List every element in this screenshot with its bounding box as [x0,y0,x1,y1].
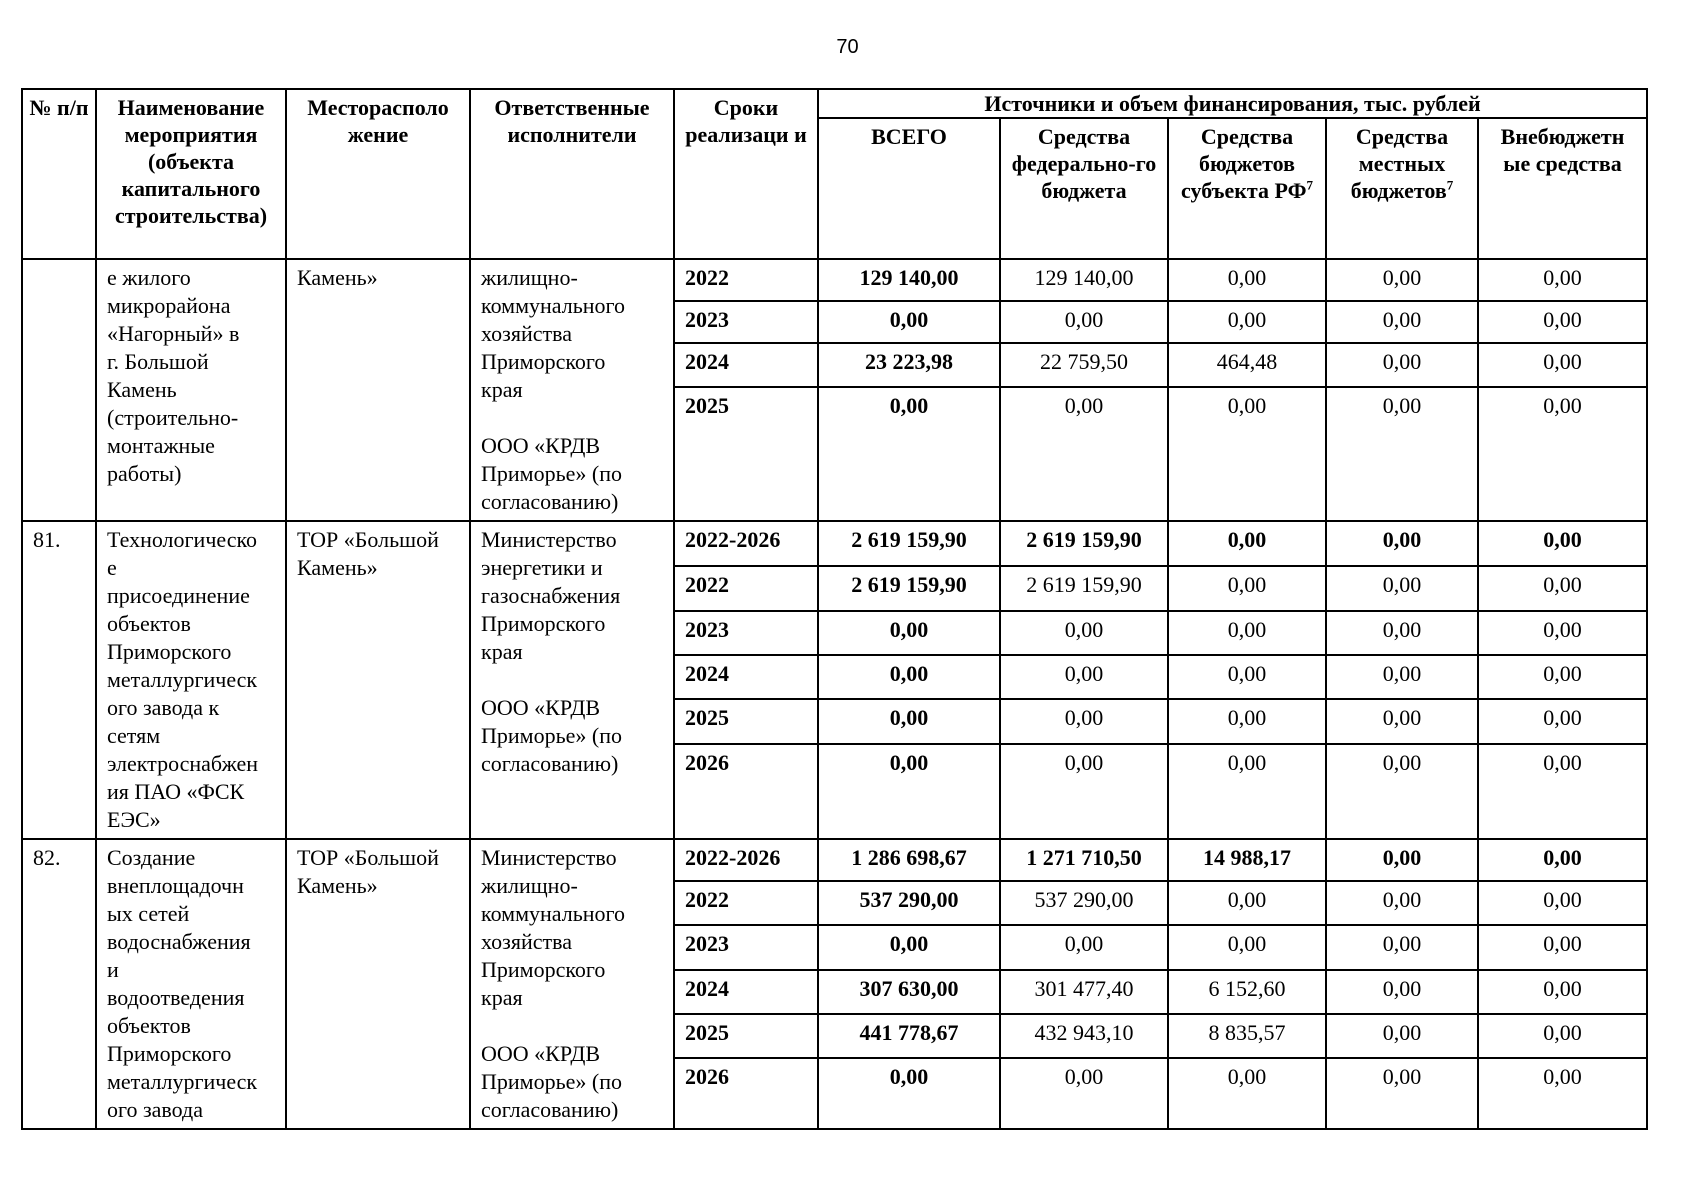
offbudget-cell: 0,00 [1478,839,1647,881]
federal-cell: 432 943,10 [1000,1014,1168,1058]
local-cell: 0,00 [1326,301,1478,343]
local-cell: 0,00 [1326,881,1478,925]
offbudget-cell: 0,00 [1478,970,1647,1014]
local-cell: 0,00 [1326,259,1478,301]
location-cell: ТОР «Большой Камень» [286,521,470,839]
year-cell: 2022 [674,566,818,610]
subject-cell: 0,00 [1168,259,1326,301]
subject-cell: 0,00 [1168,1058,1326,1129]
federal-cell: 0,00 [1000,387,1168,521]
executors-cell: Министерство жилищно- коммунального хозяйства Приморского края ООО «КРДВ Приморье» (по согласованию) [470,839,674,1129]
year-cell: 2023 [674,611,818,655]
subject-cell: 0,00 [1168,611,1326,655]
local-cell: 0,00 [1326,925,1478,969]
header-name: Наименование мероприятия (объекта капитального строительства) [96,89,286,259]
total-cell: 537 290,00 [818,881,1000,925]
total-cell: 0,00 [818,655,1000,699]
offbudget-cell: 0,00 [1478,655,1647,699]
local-cell: 0,00 [1326,521,1478,566]
year-cell: 2024 [674,343,818,387]
executors-cell: Министерство энергетики и газоснабжения Приморского края ООО «КРДВ Приморье» (по согласованию) [470,521,674,839]
local-cell: 0,00 [1326,839,1478,881]
table-row [22,259,1647,301]
page-number: 70 [836,36,859,58]
federal-cell: 0,00 [1000,1058,1168,1129]
year-cell: 2025 [674,699,818,743]
year-cell: 2022 [674,881,818,925]
name-cell: е жилого микрорайона «Нагорный» в г. Большой Камень (строительно- монтажные работы) [96,259,286,521]
table-row [22,839,1647,881]
federal-cell: 0,00 [1000,699,1168,743]
federal-cell: 0,00 [1000,611,1168,655]
header-federal: Средства федерально-го бюджета [1000,118,1168,259]
federal-cell: 2 619 159,90 [1000,566,1168,610]
header-offbudget: Внебюджетн ые средства [1478,118,1647,259]
offbudget-cell: 0,00 [1478,1058,1647,1129]
local-cell: 0,00 [1326,1058,1478,1129]
federal-cell: 2 619 159,90 [1000,521,1168,566]
total-cell: 2 619 159,90 [818,566,1000,610]
subject-cell: 0,00 [1168,655,1326,699]
local-cell: 0,00 [1326,387,1478,521]
total-cell: 0,00 [818,1058,1000,1129]
offbudget-cell: 0,00 [1478,925,1647,969]
subject-cell: 464,48 [1168,343,1326,387]
header-subject: Средства бюджетов субъекта $РФ^7$ [1168,118,1326,259]
subject-cell: 6 152,60 [1168,970,1326,1014]
year-cell: 2023 [674,301,818,343]
year-cell: 2024 [674,970,818,1014]
funding-table [21,88,1648,1130]
subject-cell: 0,00 [1168,521,1326,566]
year-cell: 2023 [674,925,818,969]
header-executors: Ответственные исполнители [470,89,674,259]
year-cell: 2024 [674,655,818,699]
federal-cell: 0,00 [1000,655,1168,699]
num-cell: 82. [22,839,96,1129]
federal-cell: 129 140,00 [1000,259,1168,301]
total-cell: 441 778,67 [818,1014,1000,1058]
subject-cell: 0,00 [1168,925,1326,969]
total-cell: 0,00 [818,744,1000,839]
table-body [22,259,1647,1129]
offbudget-cell: 0,00 [1478,301,1647,343]
offbudget-cell: 0,00 [1478,881,1647,925]
location-cell: ТОР «Большой Камень» [286,839,470,1129]
total-cell: 0,00 [818,699,1000,743]
federal-cell: 537 290,00 [1000,881,1168,925]
year-cell: 2025 [674,387,818,521]
subject-cell: 0,00 [1168,566,1326,610]
federal-cell: 301 477,40 [1000,970,1168,1014]
header-num: № п/п [22,89,96,259]
header-location: Месторасполо жение [286,89,470,259]
header-total: ВСЕГО [818,118,1000,259]
total-cell: 2 619 159,90 [818,521,1000,566]
federal-cell: 22 759,50 [1000,343,1168,387]
federal-cell: 1 271 710,50 [1000,839,1168,881]
offbudget-cell: 0,00 [1478,387,1647,521]
location-cell: Камень» [286,259,470,521]
executors-cell: жилищно- коммунального хозяйства Приморского края ООО «КРДВ Приморье» (по согласованию) [470,259,674,521]
total-cell: 1 286 698,67 [818,839,1000,881]
name-cell: Технологическо е присоединение объектов Приморского металлургическ ого завода к сетям электроснабжен ия ПАО «ФСК ЕЭС» [96,521,286,839]
offbudget-cell: 0,00 [1478,259,1647,301]
federal-cell: 0,00 [1000,744,1168,839]
year-cell: 2025 [674,1014,818,1058]
offbudget-cell: 0,00 [1478,521,1647,566]
federal-cell: 0,00 [1000,301,1168,343]
local-cell: 0,00 [1326,970,1478,1014]
total-cell: 307 630,00 [818,970,1000,1014]
total-cell: 0,00 [818,301,1000,343]
header-local: Средства местных бюджетов$^7$ [1326,118,1478,259]
local-cell: 0,00 [1326,566,1478,610]
subject-cell: 0,00 [1168,881,1326,925]
local-cell: 0,00 [1326,1014,1478,1058]
header-period: Сроки реализаци и [674,89,818,259]
total-cell: 0,00 [818,387,1000,521]
local-cell: 0,00 [1326,343,1478,387]
year-cell: 2026 [674,1058,818,1129]
local-cell: 0,00 [1326,744,1478,839]
subject-cell: 0,00 [1168,387,1326,521]
offbudget-cell: 0,00 [1478,343,1647,387]
num-cell [22,259,96,521]
year-cell: 2022-2026 [674,839,818,881]
subject-cell: 14 988,17 [1168,839,1326,881]
local-cell: 0,00 [1326,699,1478,743]
total-cell: 23 223,98 [818,343,1000,387]
num-cell: 81. [22,521,96,839]
total-cell: 129 140,00 [818,259,1000,301]
offbudget-cell: 0,00 [1478,744,1647,839]
header-funding: Источники и объем финансирования, тыс. рублей [818,89,1647,118]
total-cell: 0,00 [818,611,1000,655]
year-cell: 2022-2026 [674,521,818,566]
year-cell: 2022 [674,259,818,301]
table-header [22,89,1647,259]
offbudget-cell: 0,00 [1478,699,1647,743]
table-row [22,521,1647,566]
subject-cell: 0,00 [1168,744,1326,839]
local-cell: 0,00 [1326,611,1478,655]
offbudget-cell: 0,00 [1478,566,1647,610]
total-cell: 0,00 [818,925,1000,969]
name-cell: Создание внеплощадочн ых сетей водоснабжения и водоотведения объектов Приморского металлургическ ого завода [96,839,286,1129]
offbudget-cell: 0,00 [1478,611,1647,655]
year-cell: 2026 [674,744,818,839]
subject-cell: 0,00 [1168,699,1326,743]
subject-cell: 0,00 [1168,301,1326,343]
federal-cell: 0,00 [1000,925,1168,969]
offbudget-cell: 0,00 [1478,1014,1647,1058]
local-cell: 0,00 [1326,655,1478,699]
subject-cell: 8 835,57 [1168,1014,1326,1058]
